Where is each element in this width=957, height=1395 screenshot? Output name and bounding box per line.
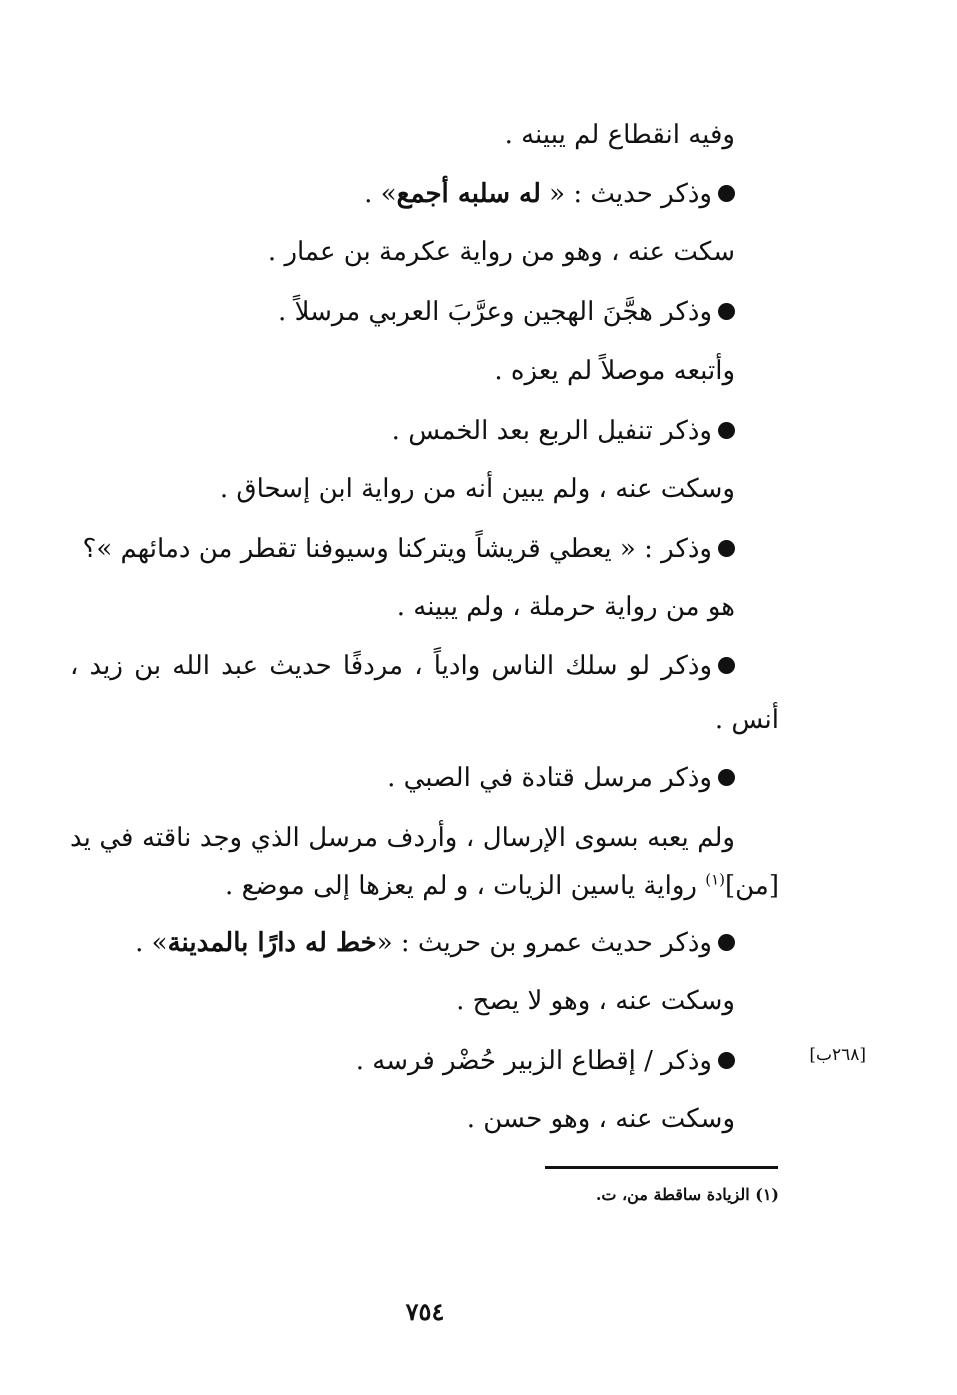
bullet-icon xyxy=(718,1052,735,1069)
text-line: ولم يعبه بسوى الإرسال ، وأردف مرسل الذي وجد ناقته في يد xyxy=(70,823,735,853)
bullet-icon xyxy=(718,769,735,786)
footnote: (١) الزيادة ساقطة من، ت. xyxy=(595,1185,779,1204)
bullet-icon xyxy=(718,657,735,674)
text-line: وذكر هجَّنَ الهجين وعرَّبَ العربي مرسلاً . xyxy=(278,292,735,332)
text-line: وذكر مرسل قتادة في الصبي . xyxy=(387,758,735,798)
text-line: وذكر تنفيل الربع بعد الخمس . xyxy=(392,411,735,451)
footnote-marker: (١) xyxy=(705,870,725,889)
text-line: وذكر : « يعطي قريشاً ويتركنا وسيوفنا تقطر من دمائهم »؟ xyxy=(83,529,735,569)
bullet-icon xyxy=(718,934,735,951)
text-line: وسكت عنه ، وهو حسن . xyxy=(466,1104,735,1134)
text-line: وذكر / إقطاع الزبير حُضْر فرسه . xyxy=(356,1041,735,1081)
text-line: وذكر حديث : « له سلبه أجمع» . xyxy=(364,174,735,214)
text-line: هو من رواية حرملة ، ولم يبينه . xyxy=(396,592,735,622)
hadith-quote: خط له دارًا بالمدينة xyxy=(167,928,377,958)
margin-folio-note: [٢٦٨ب] xyxy=(809,1045,866,1065)
hadith-quote: له سلبه أجمع xyxy=(396,179,541,209)
page-number: ٧٥٤ xyxy=(405,1297,445,1326)
bullet-icon xyxy=(718,303,735,320)
text-line: وأتبعه موصلاً لم يعزه . xyxy=(494,356,735,386)
text-line: سكت عنه ، وهو من رواية عكرمة بن عمار . xyxy=(267,237,735,267)
text-line: وذكر لو سلك الناس وادياً ، مردفًا حديث عبد الله بن زيد ، xyxy=(70,646,735,686)
text-line: وفيه انقطاع لم يبينه . xyxy=(504,120,735,150)
bullet-icon xyxy=(718,422,735,439)
text-line: [من]$^{(١)}$ رواية ياسين الزيات ، و لم يعزها إلى موضع . xyxy=(225,870,779,901)
footnote-divider xyxy=(545,1166,778,1169)
text-line: وسكت عنه ، ولم يبين أنه من رواية ابن إسحاق . xyxy=(219,474,735,504)
text-line: وذكر حديث عمرو بن حريث : «خط له دارًا بالمدينة» . xyxy=(135,923,735,963)
text-line: أنس . xyxy=(714,705,779,735)
text-line: وسكت عنه ، وهو لا يصح . xyxy=(456,986,735,1016)
bullet-icon xyxy=(718,540,735,557)
bullet-icon xyxy=(718,185,735,202)
